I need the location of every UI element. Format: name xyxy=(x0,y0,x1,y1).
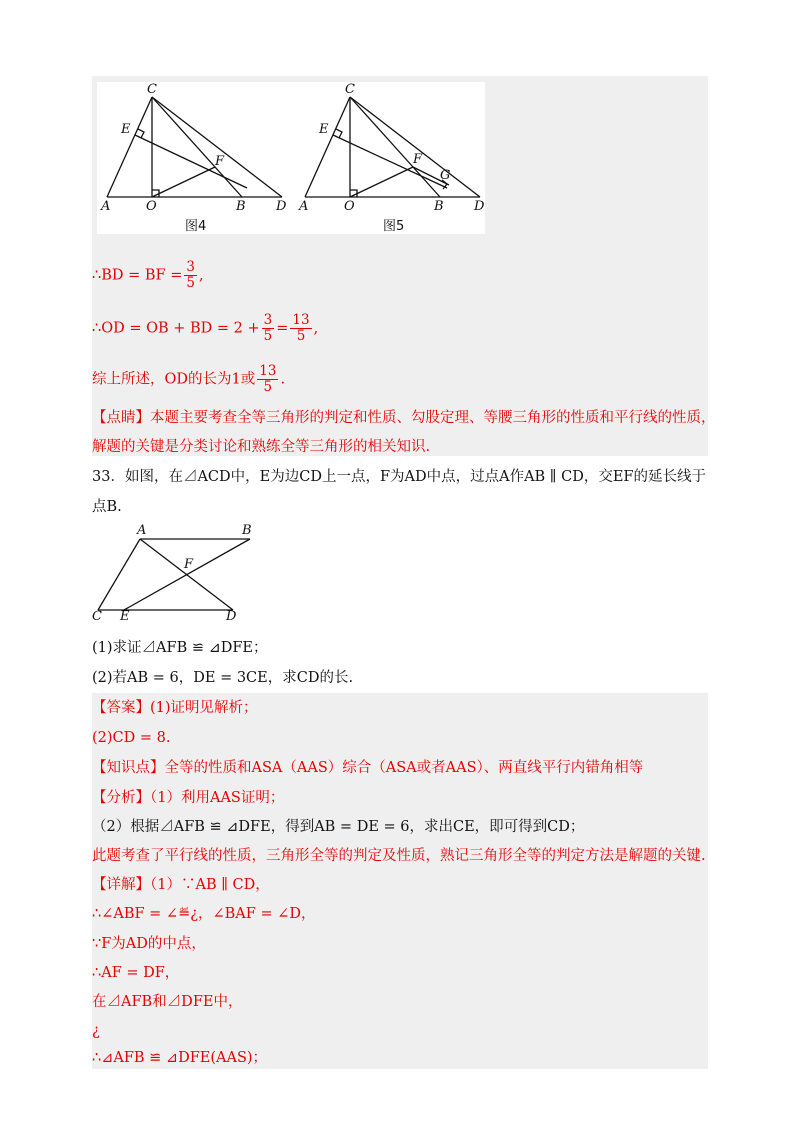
problem-33-q2: (2)若AB = 6，DE = 3CE，求CD的长. xyxy=(92,670,354,686)
fig33-point-F: F xyxy=(184,557,194,572)
problem-33-stem-1: 33．如图，在⊿ACD中，E为边CD上一点，F为AD中点，过点A作AB ∥ CD，交EF的延长线于 xyxy=(92,469,706,485)
detail-line-1: 【详解】（1）∵AB ∥ CD， xyxy=(92,877,270,893)
fraction: $\frac{13}{5}$ xyxy=(292,312,310,344)
knowledge-points: 【知识点】全等的性质和ASA（AAS）综合（ASA或者AAS）、两直线平行内错角相等 xyxy=(92,760,644,776)
fig5-point-A: A xyxy=(299,199,309,214)
fig4-caption: 图4 xyxy=(185,219,207,234)
solution-line-od: ∴OD = OB + BD = 2 + $\frac{3}{5}$ = $\frac{13}{5}$ , xyxy=(92,312,319,344)
detail-line-4: ∴AF = DF， xyxy=(92,965,180,981)
fig4-point-C: C xyxy=(147,82,157,97)
detail-line-6: ¿ xyxy=(92,1023,100,1039)
detail-line-2: ∴∠ABF = ∠≝¿，∠BAF = ∠D， xyxy=(92,906,316,922)
problem-33-stem-2: 点B. xyxy=(92,499,122,515)
fig33-point-E: E xyxy=(120,609,130,624)
problem-33-q1: (1)求证⊿AFB ≌ ⊿DFE； xyxy=(92,640,268,656)
analysis-line-3: 此题考查了平行线的性质，三角形全等的判定及性质，熟记三角形全等的判定方法是解题的关键. xyxy=(92,848,706,864)
fig33-point-C: C xyxy=(92,609,102,624)
detail-line-3: ∵F为AD的中点， xyxy=(92,936,206,952)
fig4-point-E: E xyxy=(121,122,131,137)
fig33-point-B: B xyxy=(242,523,252,538)
analysis-line-1: 【分析】（1）利用AAS证明； xyxy=(92,790,285,806)
fig4-point-D: D xyxy=(276,199,287,214)
fraction: $\frac{3}{5}$ xyxy=(186,259,195,291)
fig5-caption: 图5 xyxy=(383,219,405,234)
problem-33-figure xyxy=(90,523,260,625)
fig5-point-E: E xyxy=(319,122,329,137)
solution-line-summary: 综上所述，OD的长为1或 $\frac{13}{5}$ . xyxy=(92,363,286,395)
fig5-point-B: B xyxy=(434,199,444,214)
figures-4-5 xyxy=(97,82,485,234)
fig4-point-A: A xyxy=(101,199,111,214)
fig5-point-O: O xyxy=(344,199,355,214)
detail-line-5: 在⊿AFB和⊿DFE中， xyxy=(92,994,243,1010)
comment-line-2: 解题的关键是分类讨论和熟练全等三角形的相关知识. xyxy=(92,439,431,455)
analysis-line-2: （2）根据⊿AFB ≌ ⊿DFE，得到AB = DE = 6，求出CE，即可得到CD； xyxy=(92,819,585,835)
fig33-point-D: D xyxy=(226,609,237,624)
solution-line-bd: ∴BD = BF = $\frac{3}{5}$ , xyxy=(92,259,204,291)
fig5-point-D: D xyxy=(474,199,485,214)
answer-line-1: 【答案】(1)证明见解析； xyxy=(92,700,258,716)
fig5-point-C: C xyxy=(345,82,355,97)
detail-line-7: ∴⊿AFB ≌ ⊿DFE(AAS)； xyxy=(92,1050,268,1066)
fig4-point-B: B xyxy=(236,199,246,214)
comment-line-1: 【点睛】本题主要考查全等三角形的判定和性质、勾股定理、等腰三角形的性质和平行线的性质， xyxy=(92,410,716,426)
fig4-point-O: O xyxy=(146,199,157,214)
fig4-point-F: F xyxy=(215,154,225,169)
fraction: $\frac{3}{5}$ xyxy=(263,312,273,344)
fraction: $\frac{13}{5}$ xyxy=(259,363,277,395)
fig33-point-A: A xyxy=(137,523,147,538)
fig5-point-G: G xyxy=(440,168,451,183)
answer-line-2: (2)CD = 8. xyxy=(92,730,171,746)
fig5-point-F: F xyxy=(413,152,423,167)
